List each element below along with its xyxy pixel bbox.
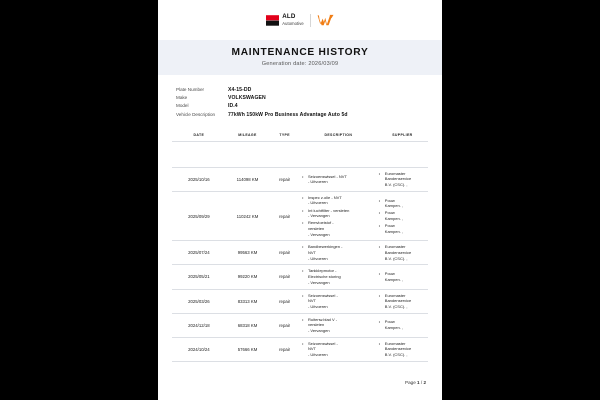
- description-line: - Uitvoeren: [307, 200, 328, 206]
- supplier-line: • Pouw: [384, 319, 395, 325]
- description: [302, 268, 375, 285]
- table-header: [172, 129, 428, 142]
- vehicle-info-block: [158, 75, 442, 118]
- cell-type: repair: [269, 241, 300, 265]
- supplier-item: [379, 210, 426, 221]
- title-band: [158, 40, 442, 75]
- supplier-line: • Pouw: [384, 197, 395, 203]
- make-label: Make: [176, 95, 188, 101]
- cell-description: [300, 241, 377, 265]
- supplier-item: [379, 293, 426, 310]
- description-item: [302, 195, 375, 206]
- table-row[interactable]: [172, 167, 428, 191]
- cell-type: repair: [269, 265, 300, 289]
- cell-description: [300, 313, 377, 337]
- supplier-item: [379, 171, 426, 188]
- table-header-row: [172, 129, 428, 142]
- plate-number-label: Plate Number: [176, 87, 205, 92]
- description-line: • Seizoenswissel -: [307, 340, 338, 346]
- supplier-line: B.V. (CSC). ,: [384, 351, 408, 357]
- vehicle-description-label: Vehicle Description: [176, 111, 216, 117]
- column-header-type: TYPE: [269, 129, 300, 142]
- table-row[interactable]: [172, 337, 428, 361]
- cell-mileage: 99220 KM: [226, 265, 270, 289]
- description-line: • Seizoenswissel -: [307, 292, 338, 298]
- supplier: [379, 293, 426, 310]
- spacer-cell: [269, 141, 300, 167]
- cell-supplier: [377, 241, 428, 265]
- page-current: 1: [417, 379, 420, 385]
- cell-type: repair: [269, 313, 300, 337]
- cell-type: repair: [269, 191, 300, 241]
- brand-divider: [310, 14, 311, 27]
- cell-mileage: 57666 KM: [226, 337, 270, 361]
- cell-description: [300, 337, 377, 361]
- supplier-line: Bandenservice: [384, 250, 412, 256]
- description: [302, 317, 375, 334]
- description: [302, 174, 375, 185]
- description: [302, 195, 375, 238]
- description-line: • Ruitenw.blad V -: [307, 316, 338, 322]
- supplier-line: • Euromaster: [384, 170, 406, 176]
- table-row[interactable]: [172, 265, 428, 289]
- description: [302, 341, 375, 358]
- table-row[interactable]: [172, 313, 428, 337]
- page-total: 2: [423, 379, 426, 385]
- supplier-item: [379, 341, 426, 358]
- vehicle-info-row: [176, 95, 424, 101]
- description-item: [302, 268, 375, 285]
- description-line: - Vervangen: [307, 231, 330, 237]
- ald-wordmark: [282, 14, 303, 25]
- supplier-item: [379, 223, 426, 234]
- supplier-line: • Euromaster: [384, 292, 406, 298]
- spacer-cell: [226, 141, 270, 167]
- cell-mileage: 99563 KM: [226, 241, 270, 265]
- column-header-date: DATE: [172, 129, 226, 142]
- supplier-line: B.V. (CSC). ,: [384, 255, 408, 261]
- description-item: [302, 220, 375, 237]
- description-line: • Remvloeistof -: [307, 220, 334, 226]
- cell-mileage: 114098 KM: [226, 167, 270, 191]
- page-title: MAINTENANCE HISTORY: [231, 47, 369, 58]
- supplier: [379, 319, 426, 330]
- maintenance-table-wrapper: [158, 120, 442, 362]
- cell-type: repair: [269, 337, 300, 361]
- supplier: [379, 244, 426, 261]
- supplier-line: B.V. (CSC). ,: [384, 182, 408, 188]
- cell-description: [300, 167, 377, 191]
- supplier-line: Kampen. ,: [384, 325, 404, 331]
- cell-supplier: [377, 191, 428, 241]
- description-line: - Vervangen: [307, 279, 330, 285]
- supplier: [379, 341, 426, 358]
- description-line: Electrische storing: [307, 274, 341, 280]
- cell-supplier: [377, 265, 428, 289]
- cell-description: [300, 289, 377, 313]
- description-line: versleten: [307, 226, 325, 232]
- document-page: [158, 0, 442, 400]
- vehicle-info-row: [176, 112, 424, 118]
- supplier-line: Kampen. ,: [384, 276, 404, 282]
- supplier-line: Bandenservice: [384, 346, 412, 352]
- description-item: [302, 174, 375, 185]
- description-line: - Uitvoeren: [307, 255, 328, 261]
- cell-supplier: [377, 289, 428, 313]
- supplier-line: • Pouw: [384, 271, 395, 277]
- description-line: • Seizoenswissel - NVT: [307, 173, 347, 179]
- column-header-description: DESCRIPTION: [300, 129, 377, 142]
- wabco-logo-icon: [317, 14, 334, 26]
- make-value: VOLKSWAGEN: [228, 95, 266, 102]
- supplier-line: Kampen. ,: [384, 216, 404, 222]
- table-row[interactable]: [172, 241, 428, 265]
- cell-type: repair: [269, 289, 300, 313]
- table-row[interactable]: [172, 289, 428, 313]
- table-spacer-row: [172, 141, 428, 167]
- supplier-line: Bandenservice: [384, 298, 412, 304]
- column-header-mileage: MILEAGE: [226, 129, 270, 142]
- page-separator: /: [419, 379, 424, 385]
- maintenance-history-table: [172, 129, 428, 362]
- cell-date: 2024/12/18: [172, 313, 226, 337]
- generation-date: Generation date: 2026/03/09: [261, 61, 339, 67]
- supplier-item: [379, 319, 426, 330]
- supplier-item: [379, 244, 426, 261]
- description-line: • Int luchtfilter - versleten: [307, 207, 350, 213]
- model-label: Model: [176, 103, 189, 109]
- cell-supplier: [377, 313, 428, 337]
- supplier-item: [379, 271, 426, 282]
- cell-mileage: 83313 KM: [226, 289, 270, 313]
- page-number: [405, 380, 426, 385]
- description: [302, 244, 375, 261]
- cell-date: 2025/10/16: [172, 167, 226, 191]
- description-line: versleten: [307, 322, 325, 328]
- supplier-item: [379, 198, 426, 209]
- description-line: - Vervangen: [307, 213, 330, 219]
- vehicle-info-row: [176, 103, 424, 109]
- page-label: Page: [405, 379, 418, 385]
- table-row[interactable]: [172, 191, 428, 241]
- description-item: [302, 208, 375, 219]
- model-value: ID.4: [228, 103, 238, 110]
- cell-date: 2024/10/24: [172, 337, 226, 361]
- supplier-line: Bandenservice: [384, 176, 412, 182]
- brand-bar: [158, 0, 442, 40]
- ald-automotive-logo: [266, 14, 303, 27]
- supplier-line: B.V. (CSC). ,: [384, 303, 408, 309]
- vehicle-info-row: [176, 87, 424, 93]
- cell-mileage: 110242 KM: [226, 191, 270, 241]
- supplier-line: • Pouw: [384, 210, 395, 216]
- description-item: [302, 341, 375, 358]
- supplier-line: • Pouw: [384, 223, 395, 229]
- supplier-line: • Euromaster: [384, 244, 406, 250]
- description-line: - Vervangen: [307, 327, 330, 333]
- plate-number-value: X4-15-DD: [228, 87, 252, 93]
- supplier: [379, 198, 426, 235]
- cell-supplier: [377, 337, 428, 361]
- vehicle-description-value: 77kWh 150kW Pro Business Advantage Auto 5d: [228, 111, 348, 118]
- description-line: • Bandbewerkingen -: [307, 244, 343, 250]
- cell-date: 2025/05/21: [172, 265, 226, 289]
- ald-tagline: Automotive: [282, 20, 304, 26]
- ald-square-icon: [266, 14, 279, 27]
- supplier: [379, 271, 426, 282]
- cell-date: 2025/07/24: [172, 241, 226, 265]
- spacer-cell: [377, 141, 428, 167]
- spacer-cell: [300, 141, 377, 167]
- description-line: NVT: [307, 298, 316, 304]
- ald-name: ALD: [282, 13, 296, 21]
- description: [302, 293, 375, 310]
- cell-mileage: 68318 KM: [226, 313, 270, 337]
- cell-date: 2025/09/29: [172, 191, 226, 241]
- spacer-cell: [172, 141, 226, 167]
- page-footer: [158, 362, 442, 389]
- description-item: [302, 244, 375, 261]
- supplier-line: Kampen. ,: [384, 228, 404, 234]
- description-line: - Uitvoeren: [307, 351, 328, 357]
- brand-logo-group: [266, 14, 333, 27]
- description-line: • Tankklepmotor -: [307, 268, 337, 274]
- column-header-supplier: SUPPLIER: [377, 129, 428, 142]
- description-line: - Uitvoeren: [307, 179, 328, 185]
- description-line: - Uitvoeren: [307, 303, 328, 309]
- cell-description: [300, 191, 377, 241]
- description-item: [302, 317, 375, 334]
- supplier: [379, 171, 426, 188]
- cell-supplier: [377, 167, 428, 191]
- cell-date: 2025/03/26: [172, 289, 226, 313]
- description-line: NVT: [307, 346, 316, 352]
- description-item: [302, 293, 375, 310]
- cell-type: repair: [269, 167, 300, 191]
- description-line: NVT: [307, 250, 316, 256]
- description-line: • Inspec z.olie - NVT: [307, 194, 342, 200]
- supplier-line: Kampen. ,: [384, 203, 404, 209]
- table-body: [172, 141, 428, 361]
- supplier-line: • Euromaster: [384, 340, 406, 346]
- cell-description: [300, 265, 377, 289]
